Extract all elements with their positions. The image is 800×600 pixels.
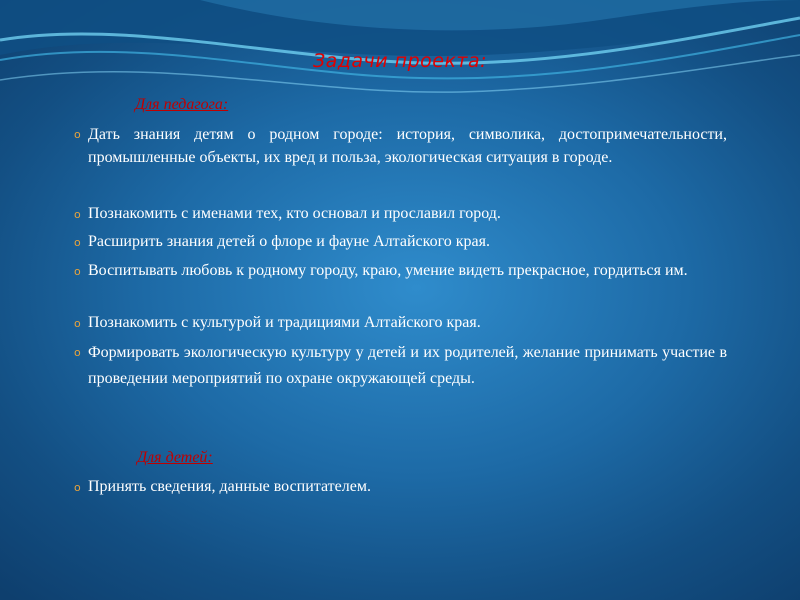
list-item <box>72 123 727 169</box>
list-item <box>72 259 727 282</box>
list-item <box>72 202 727 225</box>
list-item-text: Принять сведения, данные воспитателем. <box>88 478 371 495</box>
list-item <box>72 230 727 253</box>
bullet-icon: o <box>74 208 81 221</box>
children-heading: Для детей: <box>137 449 213 466</box>
bullet-icon: o <box>74 265 81 278</box>
list-item-text: Дать знания детям о родном городе: история, символика, достопримечательности, промышленные объекты, их вред и польза, экологическая ситуация в городе. <box>88 126 727 166</box>
list-item <box>72 340 727 392</box>
teacher-heading: Для педагога: <box>135 96 229 113</box>
list-item-text: Познакомить с культурой и традициями Алтайского края. <box>88 314 481 331</box>
bullet-icon: o <box>74 481 81 494</box>
list-item-text: Познакомить с именами тех, кто основал и прославил город. <box>88 205 501 222</box>
bullet-icon: o <box>74 236 81 249</box>
list-item-text: Формировать экологическую культуру у детей и их родителей, желание принимать участие в проведении мероприятий по охране окружающей среды. <box>88 344 727 387</box>
bullet-icon: o <box>74 346 81 359</box>
list-item-text: Воспитывать любовь к родному городу, краю, умение видеть прекрасное, гордиться им. <box>88 262 688 279</box>
list-item <box>72 475 727 498</box>
slide-title: Задачи проекта: <box>312 50 488 72</box>
list-item <box>72 311 727 334</box>
bullet-icon: o <box>74 317 81 330</box>
list-item-text: Расширить знания детей о флоре и фауне Алтайского края. <box>88 233 490 250</box>
bullet-icon: o <box>74 128 81 141</box>
